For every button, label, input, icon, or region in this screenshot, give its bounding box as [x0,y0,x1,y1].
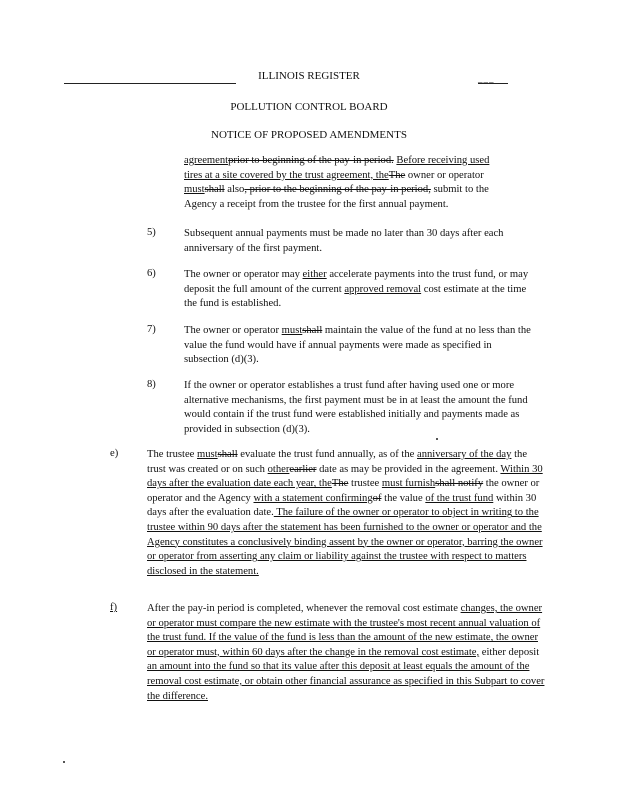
inserted-text: of the trust fund [425,492,494,504]
inserted-text: changes, the owner or operator must compare the new estimate with the trustee's most recent annual valuation of the trust fund. If the value of the fund is less than the amount of the new estimate, the owner or operator must, within 60 days after the change in the removal cost estimate, [147,603,543,658]
body-text: The owner or operator [184,325,282,336]
body-text: maintain the value of the fund at no less than the value the fund would have if annual payments were made as specified in subsection (d)(3). [184,325,531,366]
deleted-text: of [372,492,382,504]
item-7-text [184,324,536,368]
scan-speck [63,761,65,763]
inserted-text: tires at a site covered by the trust agreement, the [184,169,389,181]
inserted-text: approved removal [344,283,422,295]
inserted-text: Within 30 days after the evaluation date each year, the [147,463,543,490]
body-text: trustee [348,478,382,490]
subsection-f-label: f) [110,602,118,613]
body-text: cost estimate at the time the fund is established. [184,283,527,310]
body-text: accelerate payments into the trust fund, or may deposit the full amount of the current [184,269,529,295]
deleted-text: The [388,169,406,181]
item-8-text: If the owner or operator establishes a trust fund after having used one or more alternative mechanisms, the first payment must be in at least the amount the fund would contain if the trust fund were established initially and payments made as provided in subsection (d)(3). [184,380,528,435]
inserted-text: must furnish [381,478,436,490]
deleted-text: shall [204,184,225,196]
deleted-text: The [331,478,349,490]
inserted-text: anniversary of the day [417,449,512,460]
item-number-6: 6) [147,268,156,279]
inserted-text: Before receiving used [396,155,490,166]
item-6-text [184,268,534,312]
body-text: date as may be provided in the agreement. [316,463,501,475]
item-number-5: 5) [147,227,156,238]
deleted-text: shall notify [435,478,484,490]
inserted-text: must [281,325,303,336]
subsection-e-text [147,448,547,579]
page-number-marker: ___ [478,74,495,84]
inserted-text: agreement [184,155,229,166]
item-number-8: 8) [147,379,156,390]
scan-speck [436,438,438,440]
deleted-text: , prior to the beginning of the pay-in period, [244,184,431,196]
inserted-text: other [267,463,290,475]
item-number-7: 7) [147,324,156,335]
header-rule-right [478,74,508,84]
body-text: After the pay-in period is completed, whenever the removal cost estimate [147,603,461,614]
body-text: evaluate the trust fund annually, as of the [237,449,417,460]
body-text: the trust was created or on such [147,449,528,475]
body-text: Agency a receipt from the trustee for the first annual payment. [184,198,449,210]
body-text: also [224,184,245,196]
inserted-text: must [197,449,218,460]
body-text: within 30 days after the evaluation date. [147,492,537,519]
inserted-text: an amount into the fund so that its value after this deposit at least equals the amount of the removal cost estimate, or obtain other financial assurance as specified in this Subpart to cover the difference. [147,661,545,702]
deleted-text: prior to beginning of the pay-in period. [228,155,394,166]
header-rule-left [64,83,236,84]
deleted-text: earlier [289,463,317,475]
subsection-e-label: e) [110,448,119,459]
notice-title: NOTICE OF PROPOSED AMENDMENTS [211,129,407,141]
deleted-text: shall [217,449,238,460]
subsection-f-text [147,602,549,704]
inserted-text: The failure of the owner or operator to object in writing to the trustee within 90 days after the statement has been furnished to the owner or operator and the Agency constitutes a conclusively binding assent by the owner or operator, barring the owner or operator from asserting any claim or liability against the trustee with respect to matters disclosed in the statement. [147,507,543,577]
body-text: the value [381,492,426,504]
body-text: either deposit [479,646,540,658]
body-text: The trustee [147,449,198,460]
body-text: submit to the [430,184,489,196]
register-title: ILLINOIS REGISTER [258,70,360,82]
continuation-paragraph [184,154,554,212]
body-text: The owner or operator may [184,269,303,280]
inserted-text: with a statement confirming [253,492,373,504]
inserted-text: either [302,269,327,280]
deleted-text: shall [302,325,323,336]
board-title: POLLUTION CONTROL BOARD [230,101,388,113]
body-text: owner or operator [405,169,484,181]
inserted-text: must [184,184,205,196]
item-5-text: Subsequent annual payments must be made no later than 30 days after each anniversary of the first payment. [184,228,504,254]
body-text: the owner or operator and the Agency [147,478,540,504]
